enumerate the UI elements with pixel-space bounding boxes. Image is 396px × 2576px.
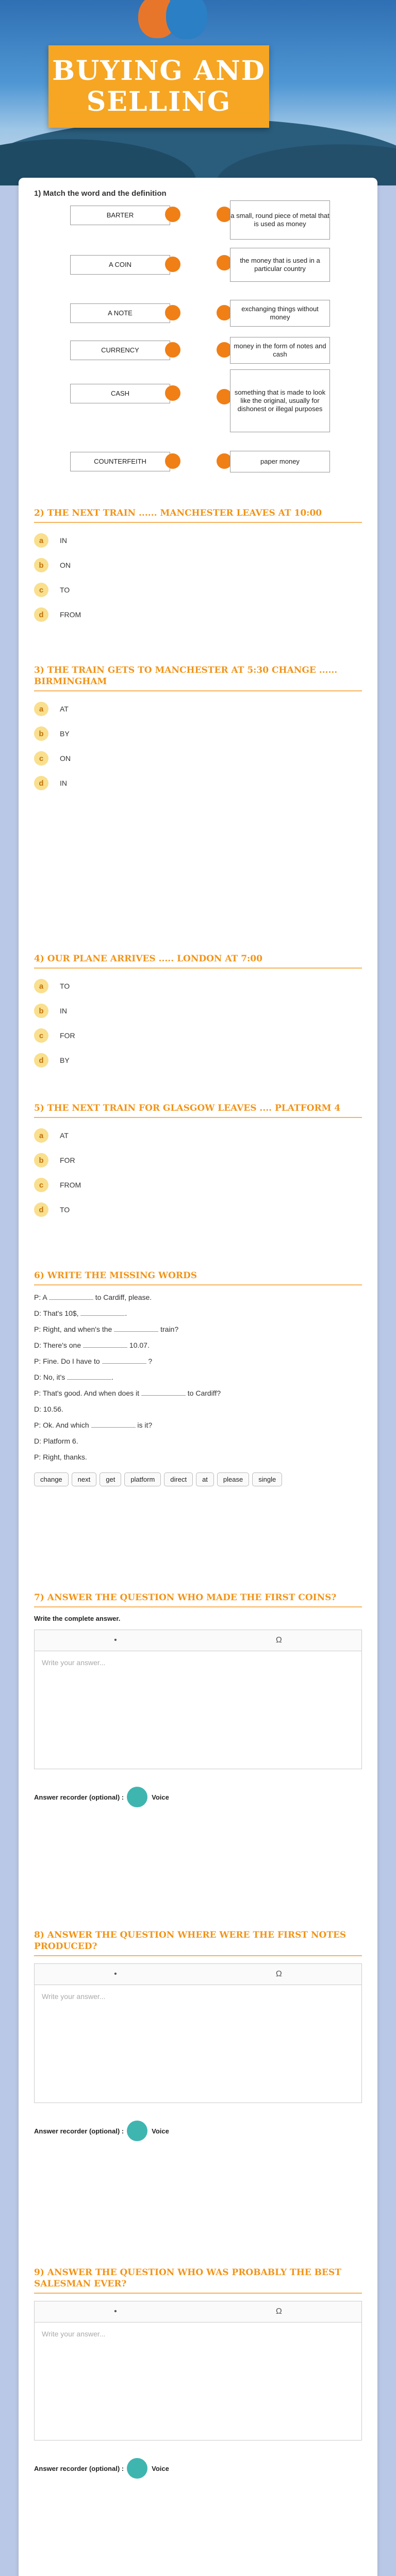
option-text: FROM (60, 611, 81, 619)
question-heading: 5) THE NEXT TRAIN FOR GLASGOW LEAVES .... PLATFORM 4 (34, 1103, 362, 1118)
option[interactable] (34, 1173, 362, 1197)
line-text: ? (148, 1357, 153, 1365)
gap-blank[interactable] (91, 1420, 136, 1428)
line-text: P: A (34, 1293, 47, 1301)
line-text: to Cardiff, please. (95, 1293, 152, 1301)
option[interactable] (34, 1023, 362, 1048)
match-dot-left-5[interactable] (165, 385, 180, 401)
option[interactable] (34, 771, 362, 795)
match-left-1[interactable]: BARTER (70, 206, 170, 225)
option-text: AT (60, 705, 69, 713)
option[interactable] (34, 528, 362, 553)
question-3 (34, 665, 362, 795)
match-dot-left-1[interactable] (165, 207, 180, 222)
gap-blank[interactable] (83, 1340, 127, 1348)
line-text: P: Right, and when's the (34, 1325, 112, 1333)
line-text: D: There's one (34, 1341, 81, 1349)
option-letter[interactable]: a (34, 533, 48, 548)
dialogue-line (34, 1417, 362, 1433)
option[interactable] (34, 974, 362, 998)
option-text: TO (60, 586, 70, 594)
word-chip[interactable]: direct (164, 1472, 193, 1486)
dialogue-line (34, 1401, 362, 1417)
option-text: FOR (60, 1031, 75, 1040)
word-chip[interactable]: platform (124, 1472, 161, 1486)
match-dot-left-4[interactable] (165, 342, 180, 358)
match-right-6[interactable]: paper money (230, 451, 330, 472)
question-heading: 9) ANSWER THE QUESTION WHO WAS PROBABLY THE BEST SALESMAN EVER? (34, 2267, 362, 2294)
match-right-3[interactable]: exchanging things without money (230, 300, 330, 327)
question-instruction: Write the complete answer. (34, 1615, 121, 1622)
line-text: . (125, 1309, 127, 1317)
option-text: FOR (60, 1156, 75, 1164)
line-text: P: Ok. And which (34, 1421, 89, 1429)
recorder-optional: (optional) (89, 2127, 120, 2135)
editor-toolbar (34, 1963, 362, 1985)
option[interactable] (34, 998, 362, 1023)
answer-textarea[interactable]: Write your answer... (34, 1985, 362, 2103)
option[interactable] (34, 553, 362, 578)
editor-toolbar (34, 2301, 362, 2322)
option-text: IN (60, 536, 67, 545)
line-text: is it? (137, 1421, 153, 1429)
question-9 (34, 2267, 362, 2479)
option-letter[interactable]: b (34, 1153, 48, 1167)
option[interactable] (34, 1197, 362, 1222)
option-text: FROM (60, 1181, 81, 1189)
recorder-label: Answer recorder (34, 2127, 88, 2135)
options (34, 697, 362, 795)
special-char-button[interactable]: Ω (275, 1636, 282, 1645)
match-left-2[interactable]: A COIN (70, 255, 170, 275)
dialogue (34, 1290, 362, 1465)
recorder-optional: (optional) (89, 1793, 120, 1801)
dialogue-line (34, 1337, 362, 1353)
word-chip[interactable]: single (252, 1472, 282, 1486)
match-dot-left-2[interactable] (165, 257, 180, 272)
options (34, 528, 362, 627)
line-text: P: That's good. And when does it (34, 1389, 139, 1397)
dialogue-line (34, 1306, 362, 1321)
word-chip[interactable]: next (72, 1472, 97, 1486)
option-letter[interactable]: c (34, 751, 48, 766)
special-char-button[interactable]: Ω (275, 2307, 282, 2316)
line-text: . (111, 1373, 114, 1381)
answer-editor (34, 1630, 362, 1769)
option-letter[interactable]: c (34, 583, 48, 597)
question-heading: 2) THE NEXT TRAIN ...... MANCHESTER LEAVES AT 10:00 (34, 507, 362, 523)
answer-recorder: Answer recorder (optional) : Voice (34, 2121, 362, 2141)
recorder-label: Answer recorder (34, 1793, 88, 1801)
option[interactable] (34, 1148, 362, 1173)
microphone-icon[interactable] (127, 2121, 147, 2141)
gap-blank[interactable] (141, 1388, 186, 1396)
option[interactable] (34, 602, 362, 627)
editor-toolbar (34, 1630, 362, 1651)
dialogue-line (34, 1433, 362, 1449)
option-letter[interactable]: b (34, 1004, 48, 1018)
option-letter[interactable]: a (34, 979, 48, 993)
question-2 (34, 507, 362, 627)
word-bank (34, 1472, 362, 1486)
option-text: TO (60, 982, 70, 990)
question-heading: 1) Match the word and the definition (34, 189, 167, 198)
match-left-4[interactable]: CURRENCY (70, 341, 170, 360)
option-text: BY (60, 730, 70, 738)
option[interactable] (34, 721, 362, 746)
option-letter[interactable]: c (34, 1028, 48, 1043)
option[interactable] (34, 697, 362, 721)
dialogue-line (34, 1449, 362, 1465)
options (34, 1123, 362, 1222)
answer-recorder: Answer recorder (optional) : Voice (34, 2458, 362, 2479)
voice-label: Voice (152, 1793, 169, 1801)
word-chip[interactable]: change (34, 1472, 69, 1486)
line-text: train? (160, 1325, 179, 1333)
header-banner (0, 0, 396, 185)
line-text: to Cardiff? (187, 1389, 221, 1397)
option-text: IN (60, 1007, 67, 1015)
option-letter[interactable]: c (34, 1178, 48, 1192)
line-text: D: That's 10$, (34, 1309, 79, 1317)
answer-textarea[interactable]: Write your answer... (34, 1651, 362, 1769)
answer-editor (34, 1963, 362, 2103)
line-text: D: 10.56. (34, 1405, 63, 1413)
question-6 (34, 1270, 362, 1486)
options (34, 974, 362, 1073)
recorder-label: Answer recorder (34, 2464, 88, 2472)
title-box (48, 45, 269, 128)
question-heading: 7) ANSWER THE QUESTION WHO MADE THE FIRST COINS? (34, 1592, 362, 1607)
microphone-icon[interactable] (127, 1787, 147, 1807)
match-right-2[interactable]: the money that is used in a particular country (230, 248, 330, 282)
dialogue-line (34, 1369, 362, 1385)
option[interactable] (34, 746, 362, 771)
dialogue-line (34, 1353, 362, 1369)
question-heading: 3) THE TRAIN GETS TO MANCHESTER AT 5:30 CHANGE ...... BIRMINGHAM (34, 665, 362, 691)
option[interactable] (34, 578, 362, 602)
question-1 (34, 189, 362, 198)
answer-recorder: Answer recorder (optional) : Voice (34, 1787, 362, 1807)
option-text: BY (60, 1056, 70, 1064)
bullet-list-button[interactable]: • (114, 1970, 117, 1978)
option-text: ON (60, 561, 71, 569)
line-text: D: Platform 6. (34, 1437, 78, 1445)
option-letter[interactable]: b (34, 558, 48, 572)
bullet-list-button[interactable]: • (114, 2307, 117, 2316)
special-char-button[interactable]: Ω (275, 1970, 282, 1978)
gap-blank[interactable] (102, 1356, 146, 1364)
option[interactable] (34, 1048, 362, 1073)
balloon-right (166, 0, 207, 39)
word-chip[interactable]: at (196, 1472, 214, 1486)
gap-blank[interactable] (114, 1324, 158, 1332)
option-letter[interactable]: a (34, 1128, 48, 1143)
word-chip[interactable]: please (217, 1472, 249, 1486)
bullet-list-button[interactable]: • (114, 1636, 117, 1645)
match-right-1[interactable]: a small, round piece of metal that is used as money (230, 200, 330, 240)
worksheet-card (19, 178, 377, 2576)
option[interactable] (34, 1123, 362, 1148)
option-letter[interactable]: d (34, 1202, 48, 1217)
match-dot-left-6[interactable] (165, 453, 180, 469)
option-text: TO (60, 1206, 70, 1214)
question-heading: 6) WRITE THE MISSING WORDS (34, 1270, 362, 1285)
question-heading: 8) ANSWER THE QUESTION WHERE WERE THE FIRST NOTES PRODUCED? (34, 1929, 362, 1956)
gap-blank[interactable] (49, 1292, 93, 1300)
dialogue-line (34, 1321, 362, 1337)
option-text: IN (60, 779, 67, 787)
option-text: ON (60, 754, 71, 762)
question-heading: 4) OUR PLANE ARRIVES ..... LONDON AT 7:00 (34, 953, 362, 969)
word-chip[interactable]: get (100, 1472, 121, 1486)
match-left-6[interactable]: COUNTERFEITH (70, 452, 170, 471)
option-letter[interactable]: a (34, 702, 48, 716)
question-4 (34, 953, 362, 1073)
microphone-icon[interactable] (127, 2458, 147, 2479)
match-right-5[interactable]: something that is made to look like the original, usually for dishonest or illegal purposes (230, 369, 330, 432)
recorder-optional: (optional) (89, 2464, 120, 2472)
option-letter[interactable]: d (34, 776, 48, 790)
option-letter[interactable]: d (34, 1053, 48, 1067)
line-text: 10.07. (129, 1341, 150, 1349)
question-5 (34, 1103, 362, 1222)
answer-textarea[interactable]: Write your answer... (34, 2322, 362, 2441)
line-text: D: No, it's (34, 1373, 65, 1381)
voice-label: Voice (152, 2127, 169, 2135)
match-left-3[interactable]: A NOTE (70, 303, 170, 323)
match-dot-left-3[interactable] (165, 305, 180, 320)
dialogue-line (34, 1385, 362, 1401)
option-letter[interactable]: d (34, 607, 48, 622)
dialogue-line (34, 1290, 362, 1306)
gap-blank[interactable] (80, 1308, 125, 1316)
voice-label: Voice (152, 2464, 169, 2472)
line-text: P: Fine. Do I have to (34, 1357, 100, 1365)
answer-editor (34, 2301, 362, 2441)
option-text: AT (60, 1131, 69, 1140)
question-7 (34, 1592, 362, 1807)
match-right-4[interactable]: money in the form of notes and cash (230, 337, 330, 364)
line-text: P: Right, thanks. (34, 1453, 87, 1461)
option-letter[interactable]: b (34, 726, 48, 741)
gap-blank[interactable] (67, 1372, 114, 1381)
match-left-5[interactable]: CASH (70, 384, 170, 403)
page-title: BUYING AND SELLING (52, 55, 266, 117)
question-8 (34, 1929, 362, 2141)
